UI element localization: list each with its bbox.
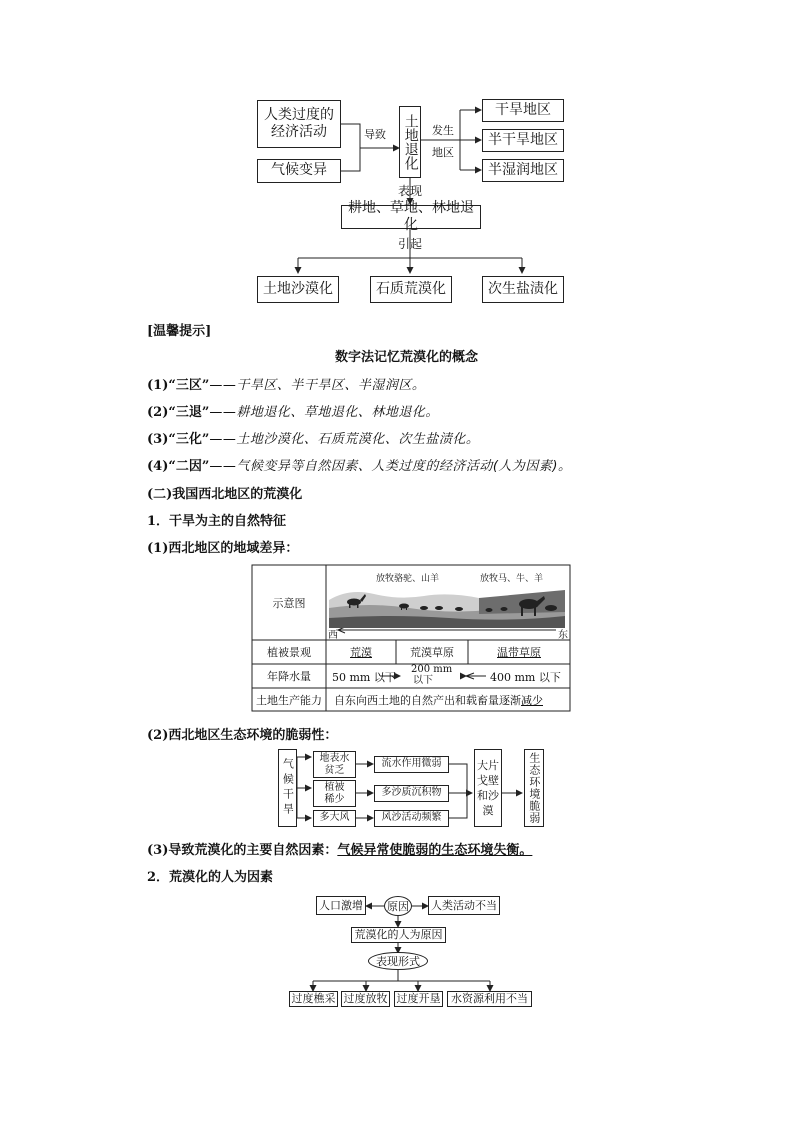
form-oval-text: 表现形式 [376,955,420,968]
factor-water-text: 地表水贫乏 [319,752,350,776]
precip-mid-bottom: 以下 [413,675,433,686]
tip-item-4-num: (4) [147,459,169,474]
tip-item-4-key: “二因” [168,459,210,474]
tip-item-1-num: (1) [147,378,169,393]
region-arid-box [482,99,564,122]
form-overgrazing-text: 过度放牧 [343,992,388,1006]
effect-sandstorm-box [374,810,449,827]
occur-label-2: 地区 [432,146,454,159]
region-semiarid-text: 半干旱地区 [488,131,558,148]
occur-label-1: 发生 [432,124,454,137]
section2-sub1c [147,839,532,858]
section2-heading: (二)我国西北地区的荒漠化 [147,487,303,502]
img-text-right: 放牧马、牛、羊 [480,574,544,584]
factor-wind-box [313,810,356,827]
cause-label: 引起 [398,237,423,251]
veg-desert: 荒漠 [350,646,372,659]
show-label: 表现 [398,184,423,198]
section2-sub2: 2．荒漠化的人为因素 [147,870,274,885]
tip-item-3 [147,428,479,447]
improper-activity-box [428,896,500,915]
land-degradation-box [399,106,421,178]
lead-label: 导致 [364,128,386,141]
form-woodcutting-box [289,991,338,1007]
tip-item-2-key: “三退” [168,405,210,420]
result-desert-box [257,276,339,303]
sub1c-prefix: (3)导致荒漠化的主要自然因素： [147,843,338,858]
effect-sediment-text: 多沙质沉积物 [381,787,442,799]
form-oval [368,952,428,970]
form-overgrazing-box [341,991,390,1007]
tip-item-4 [147,455,571,474]
cause-human-text: 人类过度的经济活动 [264,106,334,140]
gobi-desert-text: 大片戈壁和沙漠 [477,759,499,817]
tip-item-1 [147,374,425,393]
climate-arid-box [278,749,297,827]
gobi-desert-box [474,749,502,827]
section2-sub1b: (2)西北地区生态环境的脆弱性： [147,728,338,743]
tip-item-3-text: ——土地沙漠化、石质荒漠化、次生盐渍化。 [209,432,480,447]
tip-item-3-num: (3) [147,432,169,447]
population-box [316,896,366,915]
tip-header: [温馨提示] [147,324,212,339]
effect-flow-text: 流水作用微弱 [381,758,442,770]
form-water-misuse-box [447,991,532,1007]
form-woodcutting-text: 过度樵采 [291,992,336,1006]
result-saline-text: 次生盐渍化 [488,280,558,297]
cause-climate-box [257,159,341,183]
human-cause-text: 荒漠化的人为原因 [354,928,443,942]
factor-vegetation-box [313,780,356,807]
result-rocky-box [370,276,452,303]
tip-title: 数字法记忆荒漠化的概念 [335,350,479,365]
tip-item-2 [147,401,439,420]
img-text-left: 放牧骆驼、山羊 [376,574,440,584]
region-semiarid-box [482,129,564,152]
row2-label: 植被景观 [267,646,311,659]
effect-sediment-box [374,785,449,802]
cause-oval-text: 原因 [387,900,409,913]
row4-label: 土地生产能力 [256,693,322,707]
precip-right: 400 mm 以下 [490,671,561,684]
fragile-environment-box [524,749,544,827]
result-saline-box [482,276,564,303]
cause-human-box [257,100,341,148]
precip-left: 50 mm 以下 [332,671,396,684]
form-reclamation-box [394,991,443,1007]
result-rocky-text: 石质荒漠化 [376,280,446,297]
tip-item-4-text: ——气候变异等自然因素、人类过度的经济活动(人为因素)。 [209,459,572,474]
effect-flow-box [374,756,449,773]
cause-climate-text: 气候变异 [271,162,327,179]
cause-oval [384,896,412,916]
veg-temperate-steppe: 温带草原 [497,646,541,659]
climate-arid-text: 气候干旱 [281,758,295,818]
human-cause-box [351,927,446,943]
precip-mid-top: 200 mm [411,664,453,675]
land-degradation-text: 土地退化 [402,114,419,170]
fragile-environment-text: 生态环境脆弱 [527,752,541,824]
section2-sub1a: (1)西北地区的地域差异： [147,541,299,556]
form-water-misuse-text: 水资源利用不当 [451,992,528,1006]
tip-item-3-key: “三化” [168,432,210,447]
effect-sandstorm-text: 风沙活动频繁 [381,812,442,824]
west-label: 西 [328,630,338,641]
row3-label: 年降水量 [267,670,311,683]
region-arid-text: 干旱地区 [495,101,551,118]
population-text: 人口激增 [319,898,363,912]
east-label: 东 [558,630,568,641]
improper-activity-text: 人类活动不当 [431,898,497,912]
degradation-box [341,199,481,233]
tip-item-2-text: ——耕地退化、草地退化、林地退化。 [209,405,439,420]
form-reclamation-text: 过度开垦 [396,992,441,1006]
factor-vegetation-text: 植被稀少 [324,781,345,805]
productivity [334,692,543,708]
factor-water-box [313,751,356,778]
veg-desert-steppe: 荒漠草原 [410,646,454,659]
row1-label: 示意图 [272,596,306,610]
region-semihumid-text: 半湿润地区 [488,161,558,178]
sub1c-answer: 气候异常使脆弱的生态环境失衡。 [337,843,533,858]
degradation-text: 耕地、草地、林地退化 [348,199,474,233]
section2-sub1: 1．干旱为主的自然特征 [147,514,287,529]
tip-item-2-num: (2) [147,405,169,420]
productivity-prefix: 自东向西土地的自然产出和载畜量逐渐 [334,694,521,707]
tip-item-1-key: “三区” [168,378,210,393]
factor-wind-text: 多大风 [319,812,350,824]
region-semihumid-box [482,159,564,182]
productivity-answer: 减少 [521,694,543,707]
result-desert-text: 土地沙漠化 [263,280,333,297]
tip-item-1-text: ——干旱区、半干旱区、半湿润区。 [209,378,426,393]
